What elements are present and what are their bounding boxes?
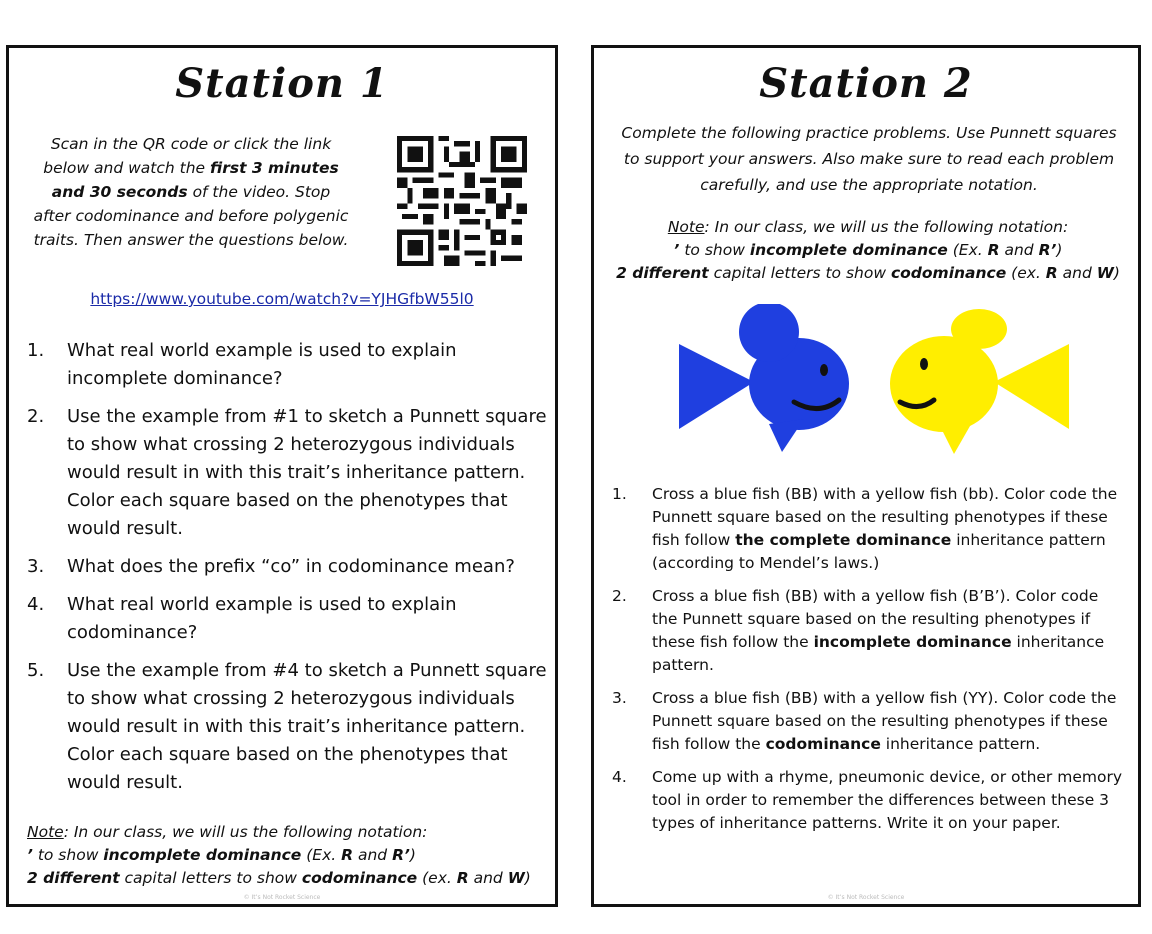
station-2-title: Station 2 [759,60,973,107]
note-span: (Ex. [947,241,988,259]
question-3 [27,553,547,581]
qr-code-icon[interactable] [397,136,527,266]
note-label: Note [27,823,64,841]
question-text [652,766,1127,835]
question-text-a: Cross a blue fish (BB) with a yellow fish (YY). Color code the Punnett square based on the resulting phenotypes if these fish follow the [652,689,1117,753]
note-span: and [353,846,393,864]
note-span: incomplete dominance [103,846,302,864]
youtube-link[interactable]: https://www.youtube.com/watch?v=YJHGfbW55l0 [90,290,474,308]
note-text: : In our class, we will us the following notation: [704,218,1069,236]
notation-note [27,821,552,890]
note-span: R’ [392,846,410,864]
note-span: R [987,241,1000,259]
question-text: What does the prefix “co” in codominance mean? [67,556,515,577]
copyright: © It’s Not Rocket Science [243,894,321,901]
question-text-a: Cross a blue fish (BB) with a yellow fish (B’B’). Color code the Punnett square based on the resulting phenotypes if these fish follow the [652,587,1099,651]
question-text: What real world example is used to explain incomplete dominance? [67,340,457,389]
note-text: : In our class, we will us the following notation: [63,823,428,841]
note-span: codominance [890,264,1007,282]
question-1 [27,337,547,393]
station-1-intro [31,132,351,252]
intro-bold: first 3 minutes and 30 seconds [51,159,339,201]
question-number: 4. [612,768,627,786]
note-span: (Ex. [301,846,342,864]
intro-text-2: of the video. Stop after codominance and before polygenic traits. Then answer the questions below. [33,183,349,249]
copyright: © It’s Not Rocket Science [827,894,905,901]
note-line-2 [27,844,552,867]
station-2-questions [612,483,1127,845]
note-span: codominance [301,869,418,887]
question-number: 1. [27,340,45,361]
fish-illustration [674,304,1074,464]
question-text: What real world example is used to explain codominance? [67,594,457,643]
note-span: ’ [27,846,33,864]
note-line-3 [604,262,1132,285]
note-span: 2 different [616,264,709,282]
question-text-a: Cross a blue fish (BB) with a yellow fish (bb). Color code the Punnett square based on the resulting phenotypes if these fish follow [652,485,1118,549]
note-line-1 [27,821,552,844]
note-span: capital letters to show [708,264,891,282]
note-line-1 [604,216,1132,239]
note-span: ) [524,869,531,887]
question-1 [612,483,1127,575]
note-span: R’ [1038,241,1057,259]
intro-text-1: Scan in the QR code or click the link below and watch the [43,135,332,177]
note-line-3 [27,867,552,890]
question-number: 4. [27,594,45,615]
station-1-questions [27,337,547,807]
blue-fish-icon [679,304,849,452]
note-span: ’ [673,241,680,259]
station-1-title: Station 1 [175,60,389,107]
note-span: (ex. [417,869,457,887]
note-line-2 [604,239,1132,262]
note-span: capital letters to show [119,869,302,887]
note-span: R [1045,264,1058,282]
note-span: incomplete dominance [749,241,948,259]
question-number: 3. [27,556,45,577]
note-span: 2 different [27,869,120,887]
question-number: 2. [612,587,627,605]
question-text [652,483,1127,575]
note-span: ) [1113,264,1120,282]
yellow-fish-icon [890,309,1069,454]
question-number: 5. [27,660,45,681]
note-span: to show [32,846,104,864]
question-text-bold: incomplete dominance [813,633,1012,651]
question-text: Use the example from #4 to sketch a Punnett square to show what crossing 2 heterozygous individuals would result in with this trait’s inheritance pattern. Color each square based on the phenotypes that would result. [67,660,547,793]
note-span: W [507,869,525,887]
question-text-bold: the complete dominance [735,531,952,549]
station-2-intro: Complete the following practice problems. Use Punnett squares to support your answers. Also make sure to read each problem carefully, and use the appropriate notation. [621,124,1117,194]
note-span: and [468,869,508,887]
question-text-a: Come up with a rhyme, pneumonic device, or other memory tool in order to remember the differences between these 3 types of inheritance patterns. Write it on your paper. [652,768,1122,832]
station-2-card [591,45,1141,907]
question-text-bold: codominance [765,735,881,753]
note-span: (ex. [1006,264,1046,282]
question-4 [612,766,1127,835]
question-2 [612,585,1127,677]
note-span: and [999,241,1039,259]
question-text [652,687,1127,756]
note-span: to show [679,241,750,259]
notation-note-2 [604,216,1132,285]
note-span: ) [1056,241,1063,259]
question-4 [27,591,547,647]
note-span: R [341,846,354,864]
question-text: Use the example from #1 to sketch a Punnett square to show what crossing 2 heterozygous individuals would result in with this trait’s inheritance pattern. Color each square based on the phenotypes that would result. [67,406,547,539]
question-text-c: inheritance pattern. [652,633,1105,674]
note-span: W [1096,264,1114,282]
question-number: 2. [27,406,45,427]
question-5 [27,657,547,797]
question-text [652,585,1127,677]
question-number: 3. [612,689,627,707]
question-text-c: inheritance pattern (according to Mendel’s laws.) [652,531,1106,572]
note-label: Note [667,218,705,236]
question-text-c: inheritance pattern. [880,735,1041,753]
question-3 [612,687,1127,756]
question-number: 1. [612,485,627,503]
note-span: R [456,869,469,887]
note-span: and [1057,264,1097,282]
note-span: ) [409,846,416,864]
question-2 [27,403,547,543]
station-1-card [6,45,558,907]
